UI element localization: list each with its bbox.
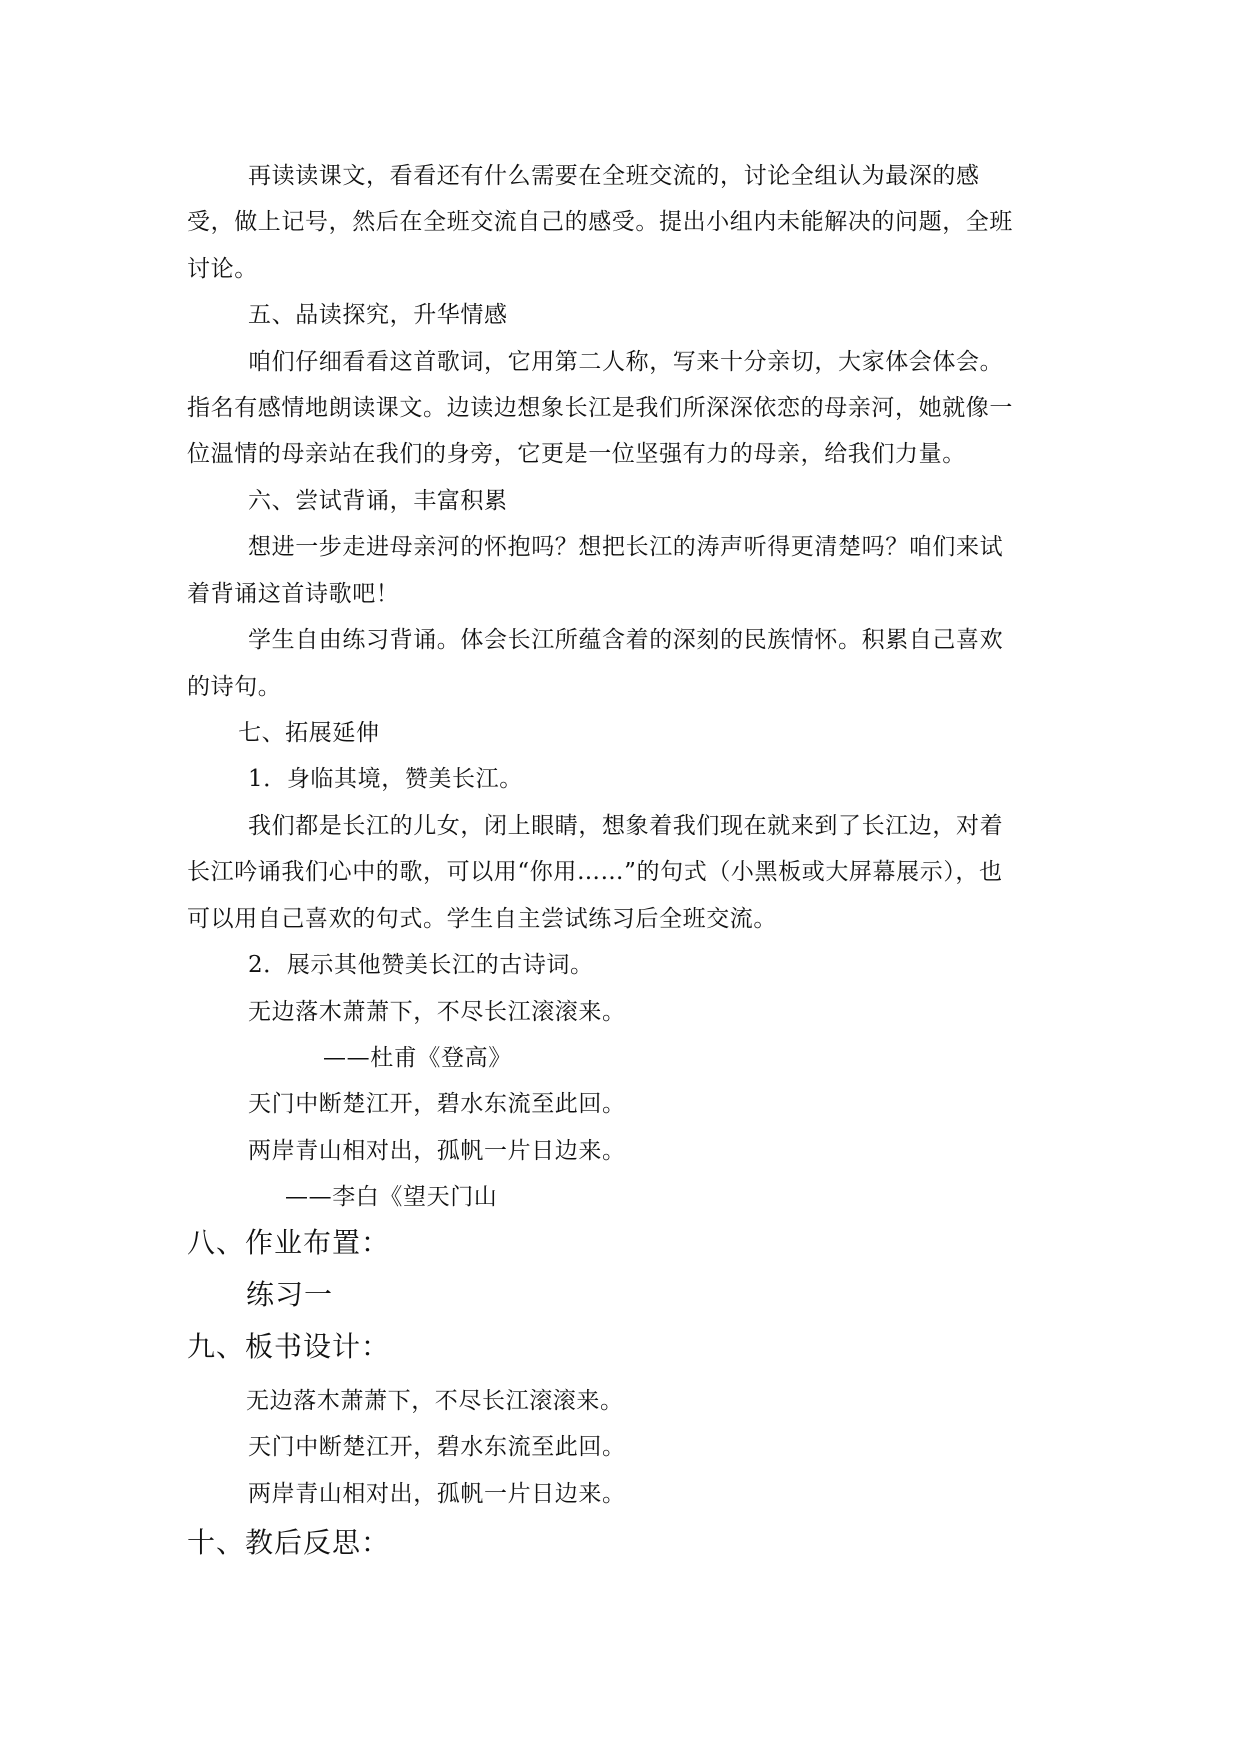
- paragraph-line: 受，做上记号，然后在全班交流自己的感受。提出小组内未能解决的问题，全班: [187, 209, 1013, 235]
- poem-source: ——杜甫《登高》: [323, 1045, 512, 1071]
- paragraph-line: 指名有感情地朗读课文。边读边想象长江是我们所深深依恋的母亲河，她就像一: [187, 395, 1013, 421]
- section-heading: 七、拓展延伸: [238, 720, 380, 746]
- board-line: 无边落木萧萧下，不尽长江滚滚来。: [246, 1388, 624, 1414]
- list-item: 2．展示其他赞美长江的古诗词。: [248, 952, 594, 978]
- paragraph-line: 再读读课文，看看还有什么需要在全班交流的，讨论全组认为最深的感: [248, 163, 980, 189]
- paragraph-line: 咱们仔细看看这首歌词，它用第二人称，写来十分亲切，大家体会体会。: [248, 349, 1004, 375]
- paragraph-line: 位温情的母亲站在我们的身旁，它更是一位坚强有力的母亲，给我们力量。: [187, 441, 966, 467]
- poem-line: 天门中断楚江开，碧水东流至此回。: [248, 1091, 626, 1117]
- board-line: 天门中断楚江开，碧水东流至此回。: [248, 1434, 626, 1460]
- list-item: 1．身临其境，赞美长江。: [248, 766, 523, 792]
- paragraph-line: 讨论。: [187, 256, 258, 282]
- section-heading: 五、品读探究，升华情感: [248, 302, 508, 328]
- paragraph-line: 想进一步走进母亲河的怀抱吗？想把长江的涛声听得更清楚吗？咱们来试: [248, 534, 1004, 560]
- paragraph-line: 长江吟诵我们心中的歌，可以用“你用……”的句式（小黑板或大屏幕展示），也: [187, 859, 1003, 885]
- poem-source: ——李白《望天门山: [285, 1184, 498, 1210]
- paragraph-line: 学生自由练习背诵。体会长江所蕴含着的深刻的民族情怀。积累自己喜欢: [248, 627, 1004, 653]
- poem-line: 两岸青山相对出，孤帆一片日边来。: [248, 1138, 626, 1164]
- board-line: 两岸青山相对出，孤帆一片日边来。: [248, 1481, 626, 1507]
- section-heading-large: 九、板书设计：: [187, 1330, 391, 1363]
- paragraph-line: 的诗句。: [187, 674, 282, 700]
- paragraph-line: 我们都是长江的儿女，闭上眼睛，想象着我们现在就来到了长江边，对着: [248, 813, 1004, 839]
- section-heading-large: 八、作业布置：: [187, 1226, 391, 1259]
- paragraph-line: 可以用自己喜欢的句式。学生自主尝试练习后全班交流。: [187, 906, 777, 932]
- paragraph-line: 着背诵这首诗歌吧！: [187, 581, 400, 607]
- section-heading: 六、尝试背诵，丰富积累: [248, 488, 508, 514]
- poem-line: 无边落木萧萧下，不尽长江滚滚来。: [248, 999, 626, 1025]
- homework-text: 练习一: [246, 1278, 334, 1311]
- section-heading-large: 十、教后反思：: [187, 1526, 391, 1559]
